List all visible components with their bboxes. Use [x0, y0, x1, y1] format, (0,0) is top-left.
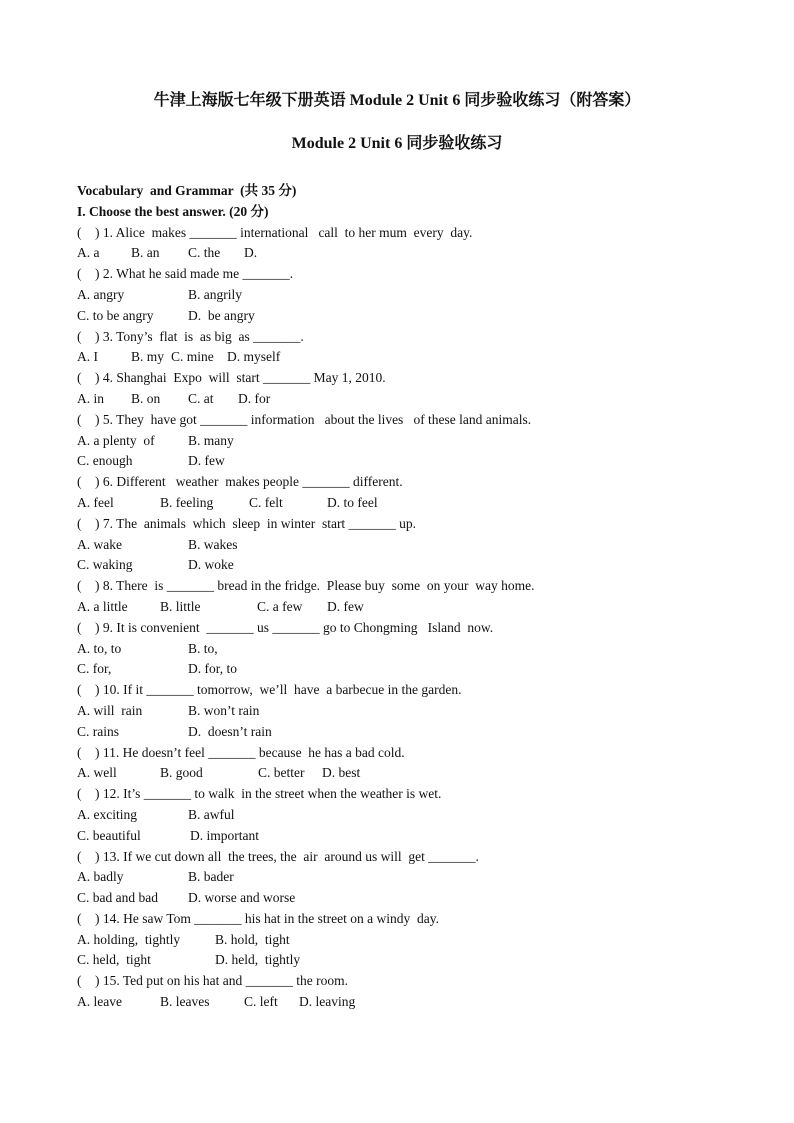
option: D. held, tightly	[215, 952, 301, 968]
option: D. leaving	[299, 994, 356, 1010]
option: B. feeling	[160, 494, 214, 510]
option: B. on	[131, 390, 161, 406]
question-stem: ( ) 15. Ted put on his hat and _______ the room.	[77, 973, 349, 989]
option: C. rains	[77, 723, 119, 739]
option-row	[77, 285, 767, 306]
option: D. woke	[188, 557, 234, 573]
question-stem: ( ) 12. It’s _______ to walk in the street when the weather is wet.	[77, 786, 442, 802]
option: A. leave	[77, 994, 122, 1010]
option: C. the	[188, 245, 221, 261]
question-stem: ( ) 8. There is _______ bread in the fridge. Please buy some on your way home.	[77, 578, 535, 594]
option: B. bader	[188, 869, 234, 885]
option: A. a plenty of	[77, 432, 155, 448]
option: B. hold, tight	[215, 931, 290, 947]
option: D. few	[327, 598, 364, 614]
option-row	[77, 826, 767, 847]
option: A. to, to	[77, 640, 122, 656]
option-row	[77, 930, 767, 951]
option: D. doesn’t rain	[188, 723, 272, 739]
option: C. mine	[171, 349, 214, 365]
option: A. badly	[77, 869, 124, 885]
option: B. angrily	[188, 286, 242, 302]
option: D. be angry	[188, 307, 255, 323]
option: B. awful	[188, 806, 235, 822]
option-row	[77, 243, 767, 264]
option: C. waking	[77, 557, 133, 573]
document-subtitle: Module 2 Unit 6 同步验收练习	[291, 135, 503, 152]
option: A. feel	[77, 494, 114, 510]
question-stem: ( ) 3. Tony’s flat is as big as _______.	[77, 328, 304, 344]
option-row	[77, 451, 767, 472]
exercise-body	[77, 181, 767, 1013]
option: D. to feel	[327, 494, 378, 510]
option-row	[77, 639, 767, 660]
option: A. well	[77, 765, 117, 781]
option: D. myself	[227, 349, 281, 365]
option: C. beautiful	[77, 827, 141, 843]
option-row	[77, 555, 767, 576]
option: A. wake	[77, 536, 122, 552]
option: D.	[244, 245, 258, 261]
option: D. best	[322, 765, 361, 781]
option: A. will rain	[77, 702, 143, 718]
option-row	[77, 389, 767, 410]
option-row	[77, 701, 767, 722]
option: C. held, tight	[77, 952, 151, 968]
option: B. leaves	[160, 994, 210, 1010]
option-row	[77, 867, 767, 888]
option-row	[77, 805, 767, 826]
option: D. few	[188, 453, 225, 469]
option: D. worse and worse	[188, 890, 296, 906]
option: C. a few	[257, 598, 303, 614]
option: C. bad and bad	[77, 890, 158, 906]
option: A. holding, tightly	[77, 931, 181, 947]
option-row	[77, 659, 767, 680]
option-row	[77, 888, 767, 909]
option: D. for, to	[188, 661, 237, 677]
option: A. a	[77, 245, 100, 261]
option: A. angry	[77, 286, 125, 302]
option: B. wakes	[188, 536, 238, 552]
option: A. I	[77, 349, 98, 365]
option: C. enough	[77, 453, 133, 469]
option: C. left	[244, 994, 278, 1010]
option-row	[77, 992, 767, 1013]
option: A. in	[77, 390, 104, 406]
option: C. felt	[249, 494, 283, 510]
option: D. for	[238, 390, 271, 406]
option-row	[77, 306, 767, 327]
question-stem: ( ) 5. They have got _______ information about the lives of these land animals.	[77, 411, 532, 427]
option: B. won’t rain	[188, 702, 260, 718]
part-heading: I. Choose the best answer. (20 分)	[77, 203, 269, 219]
question-stem: ( ) 6. Different weather makes people _______ different.	[77, 474, 403, 490]
option-row	[77, 431, 767, 452]
section-heading: Vocabulary and Grammar (共 35 分)	[77, 183, 297, 198]
option: A. a little	[77, 598, 128, 614]
option-row	[77, 722, 767, 743]
option: B. my	[131, 349, 165, 365]
question-stem: ( ) 4. Shanghai Expo will start _______ May 1, 2010.	[77, 370, 386, 386]
question-stem: ( ) 13. If we cut down all the trees, the air around us will get _______.	[77, 848, 479, 864]
option: C. to be angry	[77, 307, 154, 323]
question-stem: ( ) 11. He doesn’t feel _______ because he has a bad cold.	[77, 744, 405, 760]
option: C. at	[188, 390, 214, 406]
option: C. for,	[77, 661, 112, 677]
option-row	[77, 763, 767, 784]
option: D. important	[190, 827, 259, 843]
option: C. better	[258, 765, 305, 781]
option-row	[77, 493, 767, 514]
option: B. good	[160, 765, 203, 781]
option-row	[77, 535, 767, 556]
question-stem: ( ) 10. If it _______ tomorrow, we’ll have a barbecue in the garden.	[77, 682, 462, 698]
option: B. little	[160, 598, 201, 614]
option-row	[77, 347, 767, 368]
question-stem: ( ) 1. Alice makes _______ international call to her mum every day.	[77, 224, 473, 240]
option-row	[77, 597, 767, 618]
option: B. to,	[188, 640, 218, 656]
question-stem: ( ) 14. He saw Tom _______ his hat in the street on a windy day.	[77, 910, 439, 926]
question-stem: ( ) 9. It is convenient _______ us _______ go to Chongming Island now.	[77, 619, 494, 635]
option: B. many	[188, 432, 234, 448]
option: B. an	[131, 245, 160, 261]
question-stem: ( ) 2. What he said made me _______.	[77, 266, 294, 282]
option: A. exciting	[77, 806, 137, 822]
document-title: 牛津上海版七年级下册英语 Module 2 Unit 6 同步验收练习（附答案）	[153, 92, 641, 109]
question-stem: ( ) 7. The animals which sleep in winter start _______ up.	[77, 515, 417, 531]
option-row	[77, 950, 767, 971]
